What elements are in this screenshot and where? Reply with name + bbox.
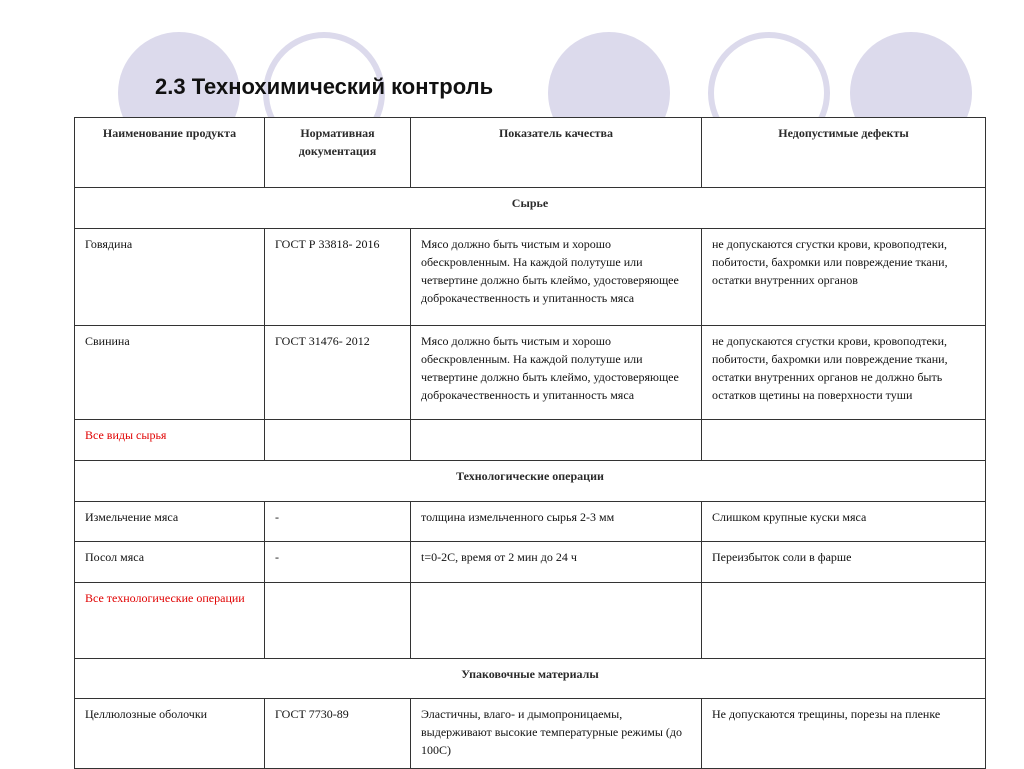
table-row xyxy=(75,583,986,659)
section-title-packaging: Упаковочные материалы xyxy=(75,659,986,699)
cell-product: Измельчение мяса xyxy=(75,502,265,542)
page-title: 2.3 Технохимический контроль xyxy=(155,74,494,99)
cell-product: Все технологические операции xyxy=(75,583,265,659)
cell-quality xyxy=(411,420,702,461)
quality-control-table xyxy=(74,117,986,769)
cell-product: Посол мяса xyxy=(75,542,265,583)
table-row xyxy=(75,229,986,326)
cell-defects: не допускаются сгустки крови, кровоподтеки, побитости, бахромки или повреждение ткани, остатки внутренних органов xyxy=(702,229,986,326)
cell-defects: Не допускаются трещины, порезы на пленке xyxy=(702,699,986,769)
cell-defects xyxy=(702,583,986,659)
cell-quality: Мясо должно быть чистым и хорошо обескровленным. На каждой полутуше или четвертине должно быть клеймо, удостоверяющее доброкачественность и упитанность мяса xyxy=(411,229,702,326)
header-defects: Недопустимые дефекты xyxy=(702,118,986,188)
cell-quality: Эластичны, влаго- и дымопроницаемы, выдерживают высокие температурные режимы (до 100С) xyxy=(411,699,702,769)
cell-defects: Переизбыток соли в фарше xyxy=(702,542,986,583)
cell-quality: t=0-2C, время от 2 мин до 24 ч xyxy=(411,542,702,583)
section-title-operations: Технологические операции xyxy=(75,461,986,502)
cell-product: Свинина xyxy=(75,326,265,420)
cell-doc: ГОСТ 7730-89 xyxy=(265,699,411,769)
header-row xyxy=(75,118,986,188)
header-quality: Показатель качества xyxy=(411,118,702,188)
table-row xyxy=(75,502,986,542)
cell-doc: - xyxy=(265,502,411,542)
header-documentation: Нормативная документация xyxy=(265,118,411,188)
cell-product: Целлюлозные оболочки xyxy=(75,699,265,769)
cell-quality: толщина измельченного сырья 2-3 мм xyxy=(411,502,702,542)
section-row xyxy=(75,461,986,502)
cell-defects: не допускаются сгустки крови, кровоподтеки, побитости, бахромки или повреждение ткани, остатки внутренних органов не должно быть остатков щетины на поверхности туши xyxy=(702,326,986,420)
cell-doc: ГОСТ Р 33818- 2016 xyxy=(265,229,411,326)
cell-doc: - xyxy=(265,542,411,583)
table-row xyxy=(75,420,986,461)
table-row xyxy=(75,699,986,769)
table-row xyxy=(75,326,986,420)
cell-quality xyxy=(411,583,702,659)
header-product: Наименование продукта xyxy=(75,118,265,188)
cell-product: Все виды сырья xyxy=(75,420,265,461)
cell-defects xyxy=(702,420,986,461)
cell-quality: Мясо должно быть чистым и хорошо обескровленным. На каждой полутуше или четвертине должно быть клеймо, удостоверяющее доброкачественность и упитанность мяса xyxy=(411,326,702,420)
cell-doc: ГОСТ 31476- 2012 xyxy=(265,326,411,420)
cell-doc xyxy=(265,583,411,659)
section-row xyxy=(75,659,986,699)
section-title-raw: Сырье xyxy=(75,188,986,229)
cell-product: Говядина xyxy=(75,229,265,326)
section-row xyxy=(75,188,986,229)
cell-defects: Слишком крупные куски мяса xyxy=(702,502,986,542)
table-row xyxy=(75,542,986,583)
cell-doc xyxy=(265,420,411,461)
